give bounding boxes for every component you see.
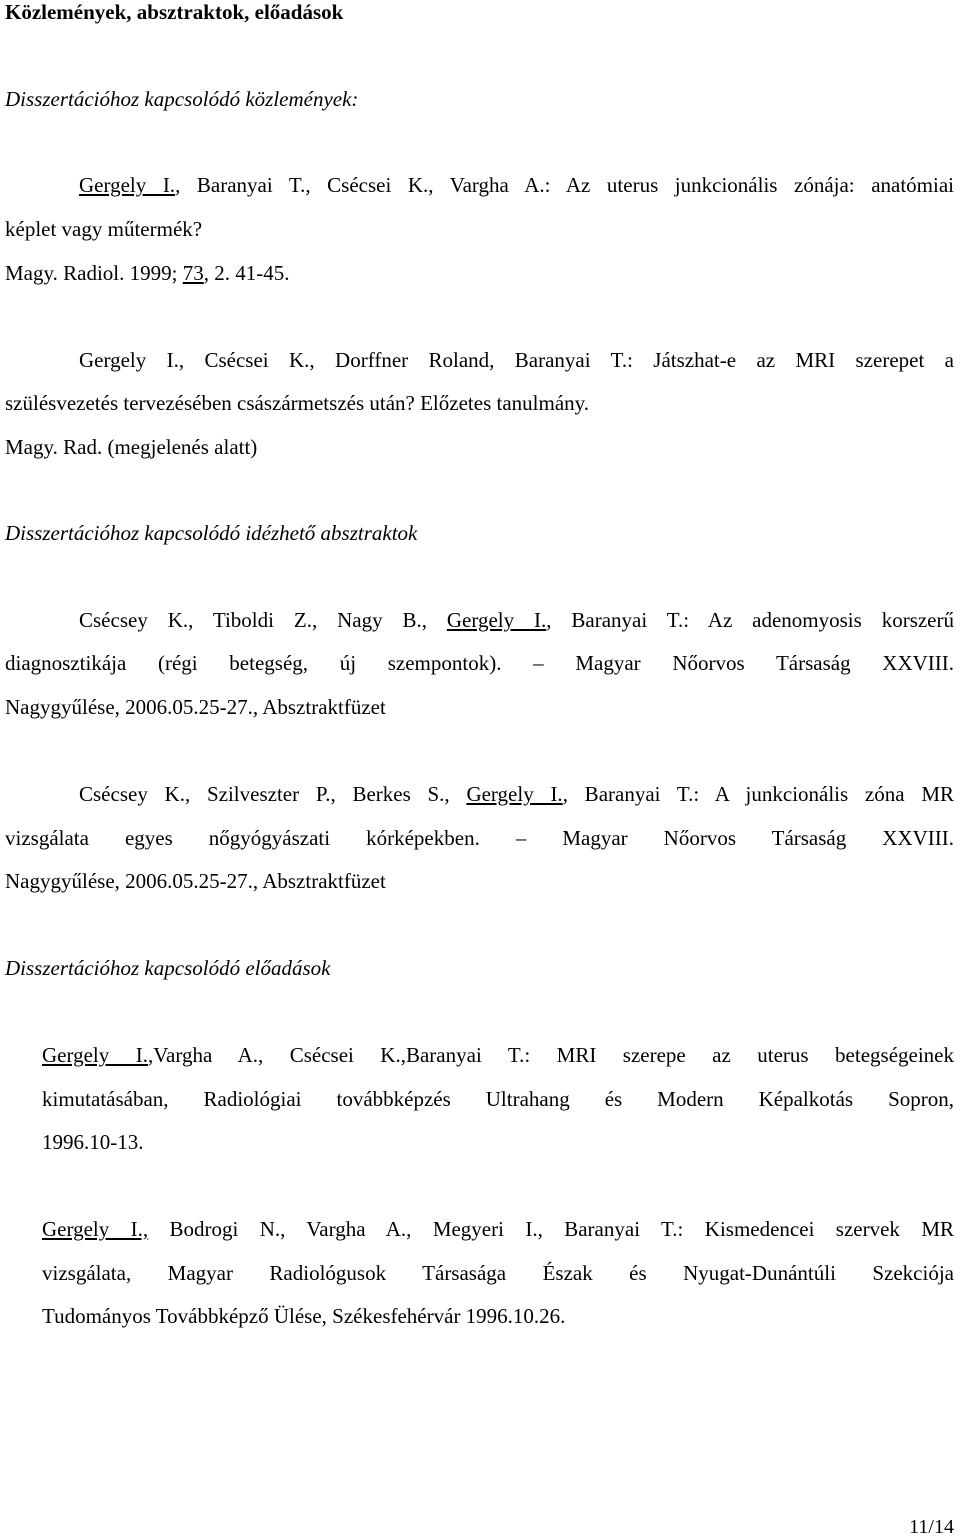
entry-line-3: Nagygyűlése, 2006.05.25-27., Absztraktfüzet bbox=[5, 695, 386, 719]
entry-line-3: Magy. Rad. (megjelenés alatt) bbox=[5, 435, 258, 459]
entry-line-2: szülésvezetés tervezésében császármetszés után? Előzetes tanulmány. bbox=[5, 391, 590, 415]
entry-line-2: vizsgálata egyes nőgyógyászati kórképekben. – Magyar Nőorvos Társaság XXVIII. bbox=[5, 826, 954, 850]
entry-line-2: képlet vagy műtermék? bbox=[5, 217, 203, 241]
author-highlight: Gergely I., bbox=[42, 1217, 149, 1241]
entry-line-3: Magy. Radiol. 1999; 73, 2. 41-45. bbox=[5, 261, 290, 285]
page-number: 11/14 bbox=[909, 1516, 954, 1538]
entry-line-1: Gergely I., Csécsei K., Dorffner Roland, Baranyai T.: Játszhat-e az MRI szerepet a bbox=[79, 348, 954, 372]
section-heading-publications: Disszertációhoz kapcsolódó közlemények: bbox=[5, 87, 359, 111]
entry-line-1: Gergely I., Baranyai T., Csécsei K., Vargha A.: Az uterus junkcionális zónája: anatómiai bbox=[79, 173, 954, 197]
entry-line-1: Csécsey K., Szilveszter P., Berkes S., Gergely I., Baranyai T.: A junkcionális zóna MR bbox=[79, 782, 955, 806]
section-heading-presentations: Disszertációhoz kapcsolódó előadások bbox=[5, 956, 331, 980]
entry-line-3: 1996.10-13. bbox=[42, 1130, 144, 1154]
entry-line-1: Gergely I.,Vargha A., Csécsei K.,Baranyai T.: MRI szerepe az uterus betegségeinek bbox=[42, 1043, 954, 1067]
entry-line-3: Tudományos Továbbképző Ülése, Székesfehérvár 1996.10.26. bbox=[42, 1304, 566, 1328]
author-highlight: Gergely I. bbox=[79, 173, 176, 197]
author-highlight: Gergely I. bbox=[466, 782, 563, 806]
entry-line-3: Nagygyűlése, 2006.05.25-27., Absztraktfüzet bbox=[5, 869, 386, 893]
page-title: Közlemények, absztraktok, előadások bbox=[5, 0, 344, 24]
entry-line-1: Csécsey K., Tiboldi Z., Nagy B., Gergely I., Baranyai T.: Az adenomyosis korszerű bbox=[79, 608, 955, 632]
entry-line-2: diagnosztikája (régi betegség, új szempontok). – Magyar Nőorvos Társaság XXVIII. bbox=[5, 651, 954, 675]
author-highlight: Gergely I. bbox=[446, 608, 547, 632]
author-highlight: Gergely I. bbox=[42, 1043, 148, 1067]
volume-number: 73 bbox=[182, 261, 204, 285]
entry-line-2: kimutatásában, Radiológiai továbbképzés Ultrahang és Modern Képalkotás Sopron, bbox=[42, 1087, 954, 1111]
entry-line-1: Gergely I., Bodrogi N., Vargha A., Megyeri I., Baranyai T.: Kismedencei szervek MR bbox=[42, 1217, 954, 1241]
entry-line-2: vizsgálata, Magyar Radiológusok Társasága Észak és Nyugat-Dunántúli Szekciója bbox=[42, 1261, 954, 1285]
section-heading-abstracts: Disszertációhoz kapcsolódó idézhető absztraktok bbox=[5, 521, 418, 545]
